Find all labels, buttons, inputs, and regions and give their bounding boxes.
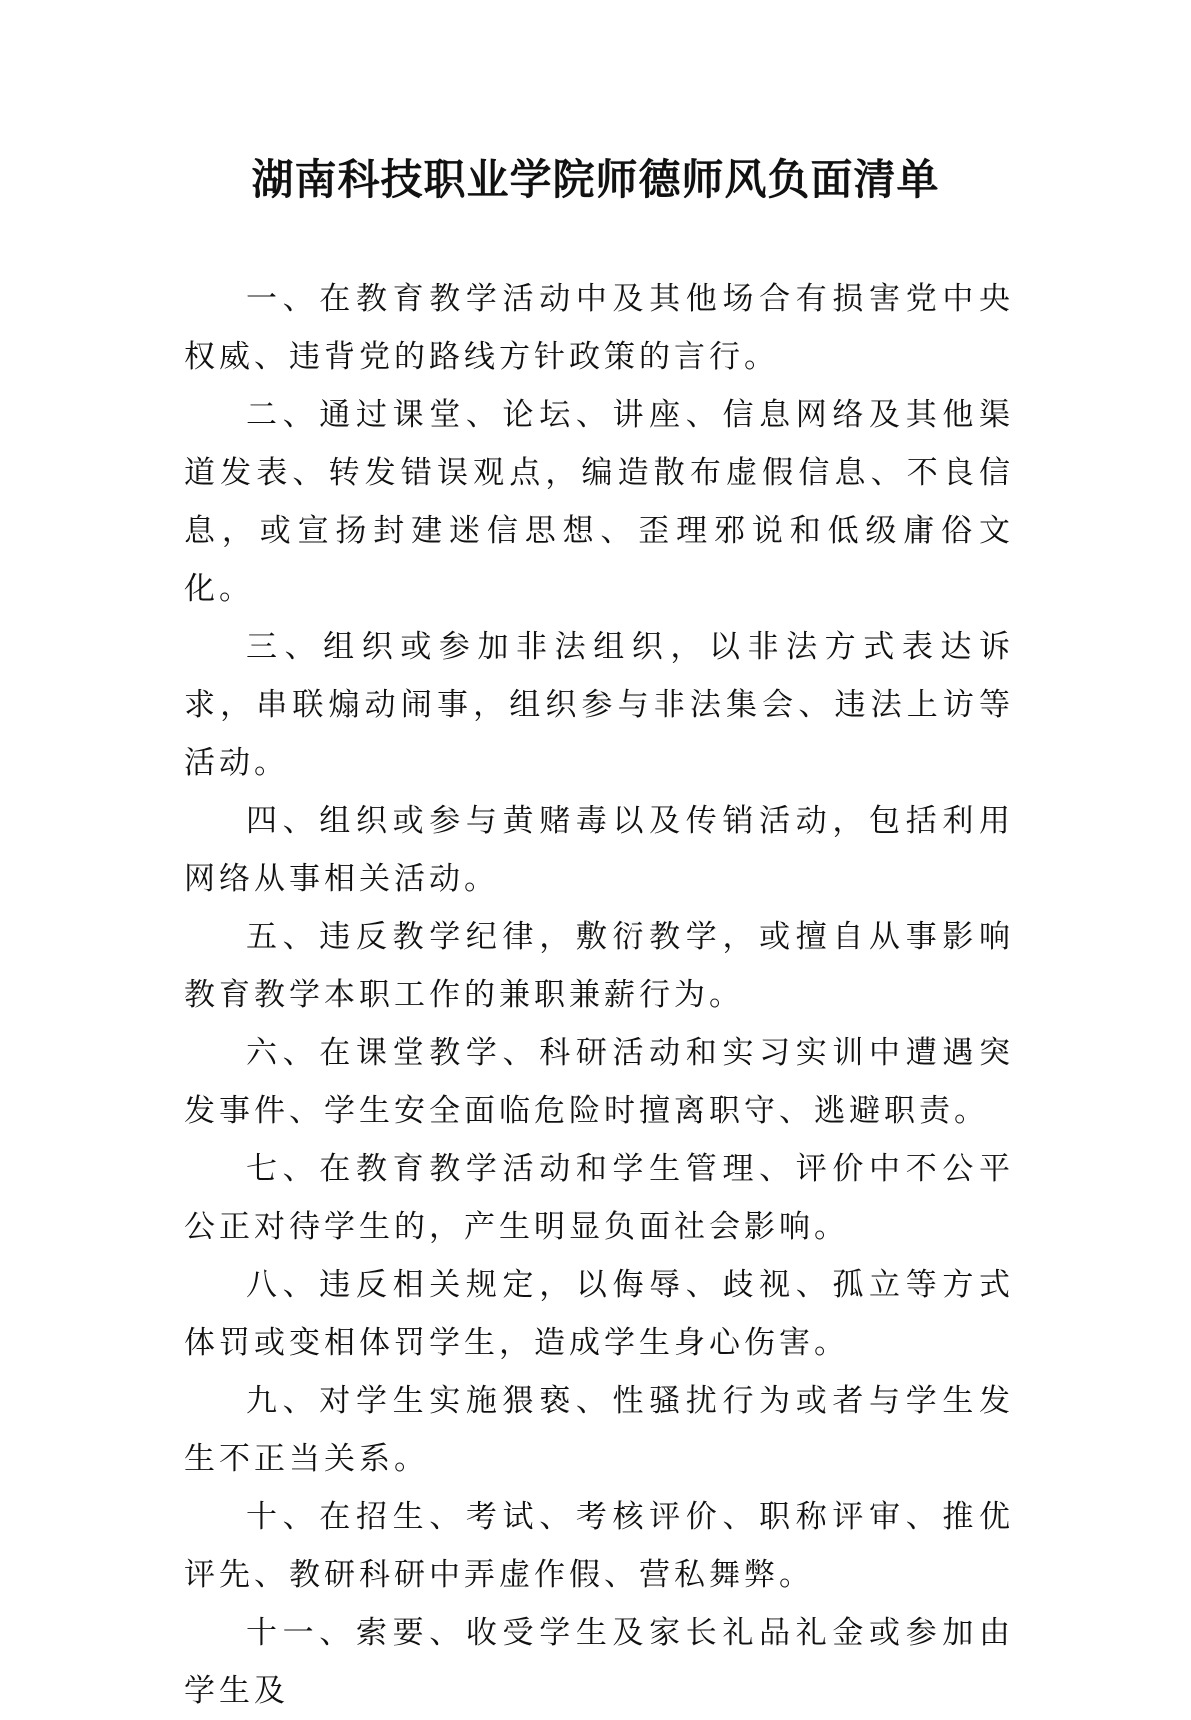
list-item: 四、组织或参与黄赌毒以及传销活动，包括利用网络从事相关活动。 xyxy=(184,803,1014,897)
list-item: 九、对学生实施猥亵、性骚扰行为或者与学生发生不正当关系。 xyxy=(184,1383,1014,1477)
list-item: 一、在教育教学活动中及其他场合有损害党中央权威、违背党的路线方针政策的言行。 xyxy=(184,281,1014,375)
list-item: 八、违反相关规定，以侮辱、歧视、孤立等方式体罚或变相体罚学生，造成学生身心伤害。 xyxy=(184,1267,1014,1361)
document-body xyxy=(184,270,1014,1720)
document-title: 湖南科技职业学院师德师风负面清单 xyxy=(251,155,940,204)
list-item: 二、通过课堂、论坛、讲座、信息网络及其他渠道发表、转发错误观点，编造散布虚假信息、不良信息，或宣扬封建迷信思想、歪理邪说和低级庸俗文化。 xyxy=(184,397,1014,607)
list-item: 五、违反教学纪律，敷衍教学，或擅自从事影响教育教学本职工作的兼职兼薪行为。 xyxy=(184,919,1014,1013)
list-item: 十、在招生、考试、考核评价、职称评审、推优评先、教研科研中弄虚作假、营私舞弊。 xyxy=(184,1499,1014,1593)
list-item: 七、在教育教学活动和学生管理、评价中不公平公正对待学生的，产生明显负面社会影响。 xyxy=(184,1151,1014,1245)
list-item: 十一、索要、收受学生及家长礼品礼金或参加由学生及 xyxy=(184,1615,1014,1709)
list-item: 三、组织或参加非法组织，以非法方式表达诉求，串联煽动闹事，组织参与非法集会、违法上访等活动。 xyxy=(184,629,1014,781)
list-item: 六、在课堂教学、科研活动和实习实训中遭遇突发事件、学生安全面临危险时擅离职守、逃避职责。 xyxy=(184,1035,1014,1129)
